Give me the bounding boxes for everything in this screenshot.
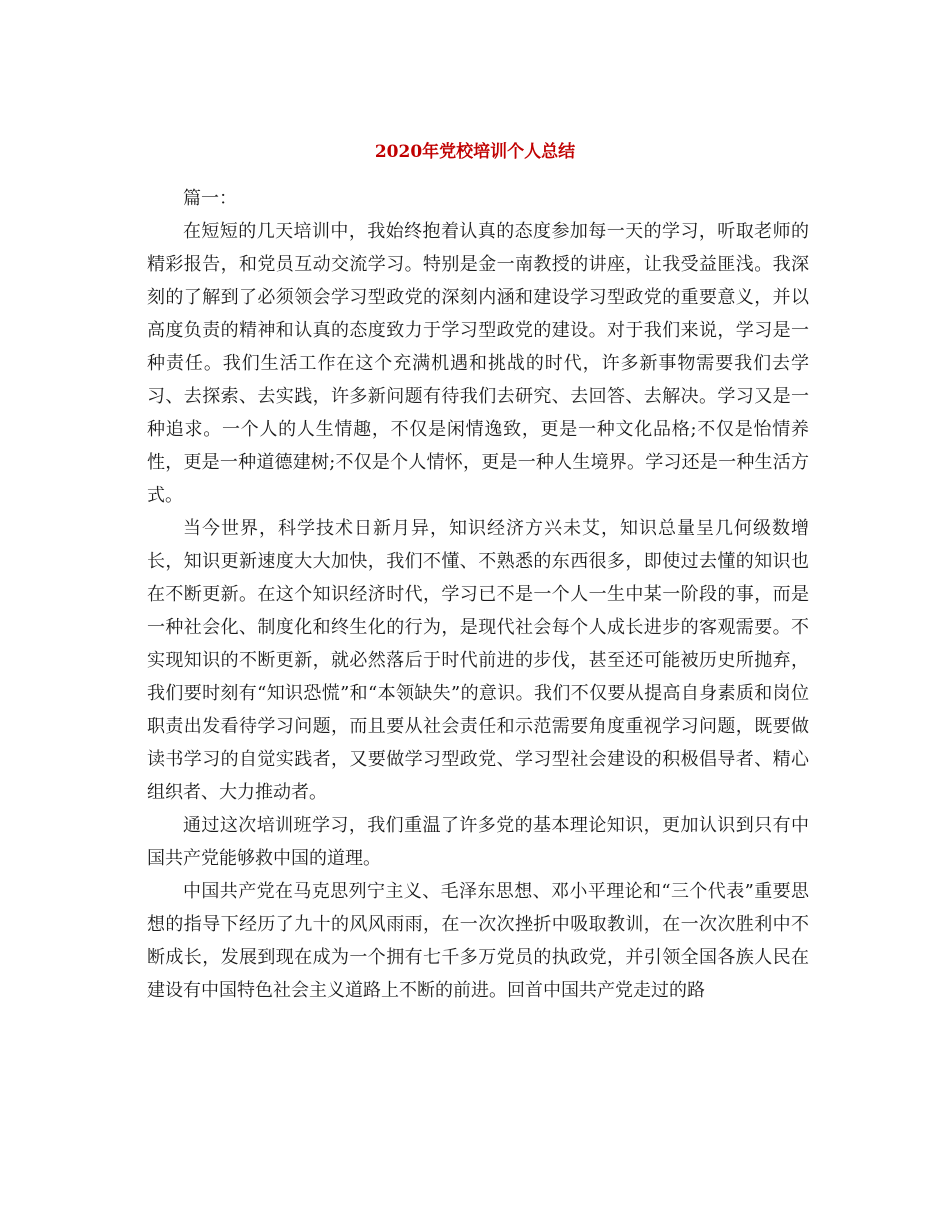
section-label: 篇一：	[183, 188, 237, 209]
paragraph-4: 中国共产党在马克思列宁主义、毛泽东思想、邓小平理论和“三个代表”重要思想的指导下经历了九十的风风雨雨，在一次次挫折中吸取教训，在一次次胜利中不断成长，发展到现在成为一个拥有七千多万党员的执政党，并引领全国各族人民在建设有中国特色社会主义道路上不断的前进。回首中国共产党走过的路	[147, 881, 809, 1001]
paragraph-1: 在短短的几天培训中，我始终抱着认真的态度参加每一天的学习，听取老师的精彩报告，和党员互动交流学习。特别是金一南教授的讲座，让我受益匪浅。我深刻的了解到了必须领会学习型政党的深刻内涵和建设学习型政党的重要意义，并以高度负责的精神和认真的态度致力于学习型政党的建设。对于我们来说，学习是一种责任。我们生活工作在这个充满机遇和挑战的时代，许多新事物需要我们去学习、去探索、去实践，许多新问题有待我们去研究、去回答、去解决。学习又是一种追求。一个人的人生情趣，不仅是闲情逸致，更是一种文化品格;不仅是怡情养性，更是一种道德建树;不仅是个人情怀，更是一种人生境界。学习还是一种生活方式。	[147, 221, 809, 506]
document-body	[147, 182, 809, 1007]
paragraph-2: 当今世界，科学技术日新月异，知识经济方兴未艾，知识总量呈几何级数增长，知识更新速度大大加快，我们不懂、不熟悉的东西很多，即使过去懂的知识也在不断更新。在这个知识经济时代，学习已不是一个人一生中某一阶段的事，而是一种社会化、制度化和终生化的行为，是现代社会每个人成长进步的客观需要。不实现知识的不断更新，就必然落后于时代前进的步伐，甚至还可能被历史所抛弃，我们要时刻有“知识恐慌”和“本领缺失”的意识。我们不仅要从提高自身素质和岗位职责出发看待学习问题，而且要从社会责任和示范需要角度重视学习问题，既要做读书学习的自觉实践者，又要做学习型政党、学习型社会建设的积极倡导者、精心组织者、大力推动者。	[147, 518, 809, 803]
document-title: 2020年党校培训个人总结	[374, 142, 576, 162]
paragraph-3: 通过这次培训班学习，我们重温了许多党的基本理论知识，更加认识到只有中国共产党能够救中国的道理。	[147, 815, 809, 869]
